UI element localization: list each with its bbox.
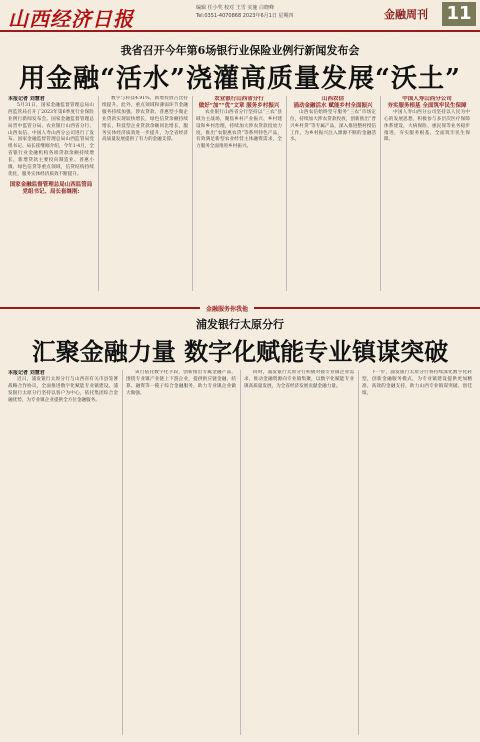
article1-kicker: 我省召开今年第6场银行业保险业例行新闻发布会: [120, 44, 360, 57]
article2-text-4: 下一步，浦发银行太原分行将持续深化数字化转型，创新金融服务模式，为专业镇建设提供更加精准、高效的金融支持，助力山西专业镇谋突破、创佳绩。: [362, 370, 472, 396]
column-rule: [380, 96, 381, 291]
column-rule: [358, 370, 359, 735]
article1-col-2: [102, 96, 188, 291]
article1-text-1: 5月31日，国家金融监督管理总局山西监管局召开了2023年第6季度行业保险业例行新闻发布会。国家金融监督管理总局晋中监管分局、农业银行山西省分行、山西农信、中国人寿山西分公司进行了发布。国家金融监督管理总局山西监管局党组书记、局长崔继刚介绍，今年1-4月，全省银行业金融机构各项贷款余额持续增长，新增贷款主要投向制造业、普惠小微、绿色信贷等重点领域，信贷结构持续优化，服务实体经济质效不断提升。: [8, 102, 94, 177]
article2-text-1: 近日，浦发银行太原分行与山西省有关市县签署战略合作协议，全面推进数字化赋能专业镇建设。浦发银行太原分行坚持以客户为中心，依托集团综合金融优势，为专业镇企业提供全方位金融服务。: [8, 376, 118, 403]
column-rule: [240, 370, 241, 735]
article1-text-5: 中国人寿山西分公司坚持以人民为中心的发展思想，积极参与多层次医疗保障体系建设，大病保险、惠民保等业务稳步推进，夯实服务根基，全面筑牢民生保障。: [384, 109, 470, 143]
article1-col-1: [8, 96, 94, 291]
banner-label: 金融服务你我他: [200, 304, 254, 313]
page-number: 11: [442, 2, 476, 26]
article2-col-3: [244, 370, 354, 735]
article1-col-5: [384, 96, 470, 291]
column-rule: [122, 370, 123, 735]
article2-byline: 本报记者 刘慧君: [8, 370, 45, 376]
column-rule: [286, 96, 287, 291]
article2-text-2: 该行依托数字化手段，创新推出专属金融产品，围绕专业镇产业链上下游企业，提供供应链金融、结算、融资等一揽子综合金融服务，助力专业镇企业做大做强。: [126, 370, 236, 396]
article1-text-4: 山西农信始终坚守服务“三农”市场定位，持续加大涉农贷款投放，创新推出“晋兴乡村贷”等专属产品，深入推进整村授信工作，为乡村振兴注入源源不断的金融活水。: [290, 109, 376, 143]
newspaper-logo: 山西经济日报: [8, 7, 134, 31]
article1-subhead-3: 做好“加”“优”文章 服务乡村振兴: [198, 102, 280, 109]
date-line: Tel:0351-4070868 2023年6月1日 星期四: [196, 13, 294, 19]
section-banner: [0, 304, 480, 312]
article1-col-4: [290, 96, 376, 291]
article1-text-2: 数字与科技4.91%，新增投放占比持续提升。此外，重点领域和薄弱环节金融服务持续加强，涉农贷款、普惠型小微企业贷款实现较快增长，绿色信贷余额持续增长，科技型企业贷款余额同比增长，服务实体经济质效进一步提升，为全省经济高质量发展提供了有力的金融支撑。: [102, 96, 188, 143]
article1-text-3: 农业银行山西省分行坚持以“三农”县域为主战场，聚焦乡村产业振兴、乡村建设和乡村治理，持续加大涉农贷款投放力度，推出“农银惠农贷”等系列特色产品，有效满足新型农业经营主体融资需求，全力服务全面推进乡村振兴。: [196, 109, 282, 150]
article1-headline: 用金融“活水”浇灌高质量发展“沃土”: [19, 64, 461, 94]
article1-subhead-6: 中国人寿山西分公司: [402, 96, 452, 102]
article1-subhead-2: 农业银行山西省分行: [214, 96, 264, 102]
article2-headline: 汇聚金融力量 数字化赋能专业镇谋突破: [31, 337, 449, 366]
masthead: [0, 0, 480, 32]
article1-subhead-4: 山西农信: [321, 96, 344, 102]
article2-text-3: 同时，浦发银行太原分行积极对接专业镇企业需求，推动金融资源向专业镇集聚，以数字化赋能专业镇高质量发展，为全省经济发展贡献金融力量。: [244, 370, 354, 389]
masthead-meta: [196, 4, 293, 20]
section-title: 金融周刊: [384, 8, 428, 21]
article2-col-1: [8, 370, 118, 735]
column-rule: [192, 96, 193, 291]
article1-body: [8, 96, 472, 296]
article1-subhead-1: 国家金融监督管理总局山西监管局党组书记、局长崔继刚:: [9, 181, 93, 195]
article2-body: [8, 370, 472, 738]
article1-subhead-5: 涌动金融活水 赋能乡村全面振兴: [293, 102, 373, 109]
article2-kicker: 浦发银行太原分行: [196, 318, 284, 331]
article2-col-4: [362, 370, 472, 735]
column-rule: [98, 96, 99, 291]
article1-subhead-7: 夯实服务根基 全面筑牢民生保障: [387, 102, 467, 109]
article2-col-2: [126, 370, 236, 735]
editor-line: 编辑 任小奖 校对 王雪 实施 白晓峰: [196, 5, 274, 11]
article1-byline: 本报记者 刘慧君: [8, 96, 45, 102]
article1-col-3: [196, 96, 282, 291]
